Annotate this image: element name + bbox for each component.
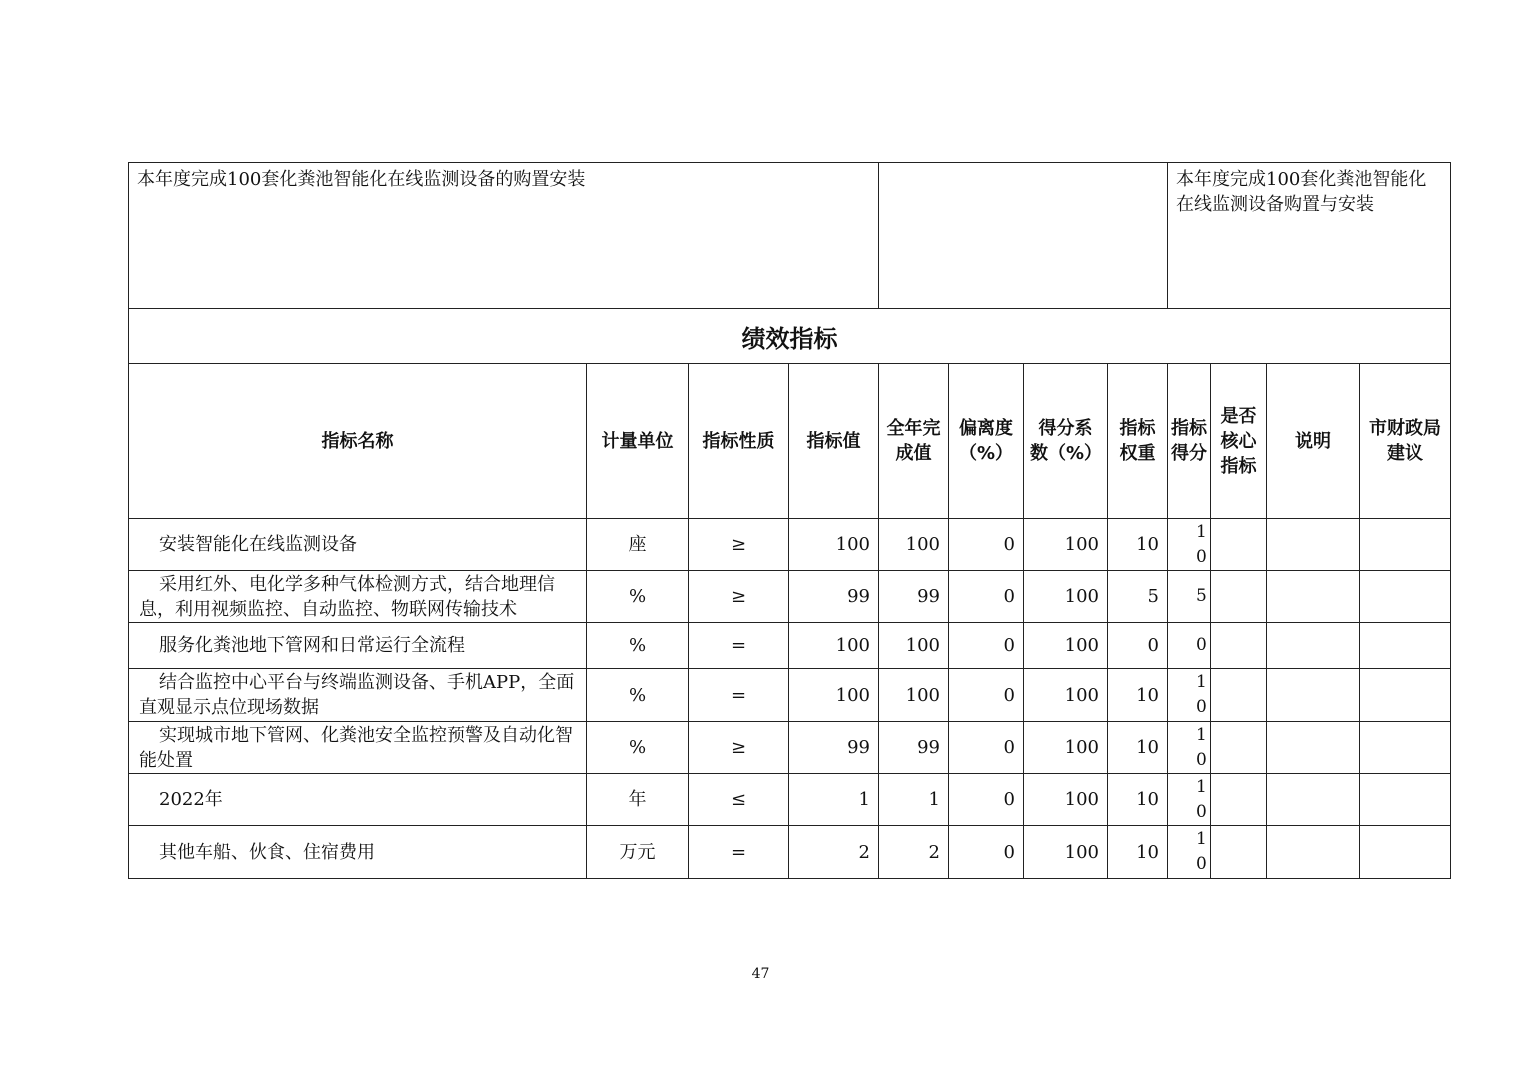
section-title: 绩效指标	[129, 309, 1451, 364]
annual-value-cell: 100	[879, 623, 949, 669]
unit-cell: %	[587, 669, 689, 722]
header-score: 指标得分	[1168, 364, 1211, 519]
core-indicator-cell	[1211, 519, 1267, 571]
weight-cell: 10	[1108, 669, 1168, 722]
indicator-name-text: 2022年	[159, 789, 223, 810]
target-value-cell: 100	[789, 623, 879, 669]
goal-row	[129, 163, 1451, 309]
score-cell	[1168, 669, 1211, 722]
section-title-row	[129, 309, 1451, 364]
indicator-name-cell	[129, 774, 587, 826]
score-value: 10	[1196, 724, 1207, 770]
goal-table	[128, 162, 1451, 309]
unit-cell: %	[587, 571, 689, 623]
bureau-suggestion-cell	[1360, 774, 1451, 826]
bureau-suggestion-cell	[1360, 519, 1451, 571]
header-indicator-name: 指标名称	[129, 364, 587, 519]
note-cell	[1267, 571, 1360, 623]
bureau-suggestion-cell	[1360, 826, 1451, 879]
bureau-suggestion-cell	[1360, 669, 1451, 722]
score-cell	[1168, 722, 1211, 774]
score-value: 10	[1196, 829, 1207, 874]
header-note: 说明	[1267, 364, 1360, 519]
deviation-cell: 0	[949, 722, 1024, 774]
weight-cell: 10	[1108, 826, 1168, 879]
annual-value-cell: 99	[879, 571, 949, 623]
core-indicator-cell	[1211, 623, 1267, 669]
nature-cell: ≤	[689, 774, 789, 826]
note-cell	[1267, 623, 1360, 669]
header-row	[129, 364, 1451, 519]
indicator-name-text: 服务化粪池地下管网和日常运行全流程	[159, 635, 465, 656]
table-row	[129, 623, 1451, 669]
target-value-cell: 99	[789, 571, 879, 623]
score-value: 10	[1196, 521, 1207, 567]
nature-cell: =	[689, 623, 789, 669]
nature-cell: ≥	[689, 571, 789, 623]
note-cell	[1267, 826, 1360, 879]
deviation-cell: 0	[949, 826, 1024, 879]
table-row	[129, 826, 1451, 879]
core-indicator-cell	[1211, 571, 1267, 623]
indicator-name-cell	[129, 826, 587, 879]
core-indicator-cell	[1211, 669, 1267, 722]
table-row	[129, 722, 1451, 774]
annual-value-cell: 99	[879, 722, 949, 774]
core-indicator-cell	[1211, 722, 1267, 774]
header-score-coefficient: 得分系数（%）	[1024, 364, 1108, 519]
deviation-cell: 0	[949, 669, 1024, 722]
deviation-cell: 0	[949, 571, 1024, 623]
score-coefficient-cell: 100	[1024, 774, 1108, 826]
header-unit: 计量单位	[587, 364, 689, 519]
goal-left-cell: 本年度完成100套化粪池智能化在线监测设备的购置安装	[129, 163, 879, 309]
indicator-name-cell	[129, 623, 587, 669]
table-row	[129, 571, 1451, 623]
page-number: 47	[751, 966, 770, 982]
weight-cell: 10	[1108, 774, 1168, 826]
indicator-name-cell	[129, 722, 587, 774]
header-annual-value: 全年完成值	[879, 364, 949, 519]
score-value: 0	[1196, 635, 1207, 655]
unit-cell: 年	[587, 774, 689, 826]
bureau-suggestion-cell	[1360, 722, 1451, 774]
deviation-cell: 0	[949, 623, 1024, 669]
unit-cell: 万元	[587, 826, 689, 879]
score-value: 10	[1196, 776, 1207, 822]
annual-value-cell: 100	[879, 669, 949, 722]
score-coefficient-cell: 100	[1024, 571, 1108, 623]
unit-cell: %	[587, 722, 689, 774]
score-coefficient-cell: 100	[1024, 623, 1108, 669]
score-value: 5	[1196, 586, 1207, 606]
annual-value-cell: 2	[879, 826, 949, 879]
deviation-cell: 0	[949, 774, 1024, 826]
indicator-name-text: 实现城市地下管网、化粪池安全监控预警及自动化智能处置	[139, 724, 573, 771]
indicator-name-text: 安装智能化在线监测设备	[159, 534, 357, 555]
indicator-name-text: 其他车船、伙食、住宿费用	[159, 841, 375, 863]
nature-cell: =	[689, 826, 789, 879]
score-value: 10	[1196, 672, 1207, 717]
goal-right-cell: 本年度完成100套化粪池智能化在线监测设备购置与安装	[1168, 163, 1451, 309]
table-row	[129, 519, 1451, 571]
header-deviation: 偏离度（%）	[949, 364, 1024, 519]
bureau-suggestion-cell	[1360, 571, 1451, 623]
goal-middle-cell	[879, 163, 1168, 309]
indicator-name-cell	[129, 571, 587, 623]
performance-table	[128, 308, 1451, 879]
weight-cell: 10	[1108, 722, 1168, 774]
annual-value-cell: 1	[879, 774, 949, 826]
note-cell	[1267, 722, 1360, 774]
deviation-cell: 0	[949, 519, 1024, 571]
target-value-cell: 100	[789, 519, 879, 571]
score-coefficient-cell: 100	[1024, 669, 1108, 722]
table-row	[129, 669, 1451, 722]
score-coefficient-cell: 100	[1024, 722, 1108, 774]
indicator-name-text: 结合监控中心平台与终端监测设备、手机APP，全面直观显示点位现场数据	[139, 672, 575, 718]
score-coefficient-cell: 100	[1024, 519, 1108, 571]
score-cell	[1168, 774, 1211, 826]
weight-cell: 0	[1108, 623, 1168, 669]
note-cell	[1267, 519, 1360, 571]
nature-cell: ≥	[689, 722, 789, 774]
score-cell	[1168, 571, 1211, 623]
score-cell	[1168, 623, 1211, 669]
nature-cell: =	[689, 669, 789, 722]
weight-cell: 5	[1108, 571, 1168, 623]
score-cell	[1168, 826, 1211, 879]
target-value-cell: 100	[789, 669, 879, 722]
unit-cell: %	[587, 623, 689, 669]
header-core-indicator: 是否核心指标	[1211, 364, 1267, 519]
nature-cell: ≥	[689, 519, 789, 571]
target-value-cell: 99	[789, 722, 879, 774]
header-nature: 指标性质	[689, 364, 789, 519]
target-value-cell: 1	[789, 774, 879, 826]
note-cell	[1267, 669, 1360, 722]
indicator-name-cell	[129, 669, 587, 722]
header-weight: 指标权重	[1108, 364, 1168, 519]
core-indicator-cell	[1211, 826, 1267, 879]
score-cell	[1168, 519, 1211, 571]
note-cell	[1267, 774, 1360, 826]
target-value-cell: 2	[789, 826, 879, 879]
indicator-name-text: 采用红外、电化学多种气体检测方式，结合地理信息，利用视频监控、自动监控、物联网传输技术	[139, 573, 555, 620]
header-target-value: 指标值	[789, 364, 879, 519]
header-bureau-suggestion: 市财政局建议	[1360, 364, 1451, 519]
indicator-name-cell	[129, 519, 587, 571]
unit-cell: 座	[587, 519, 689, 571]
performance-rows	[129, 519, 1451, 879]
table-row	[129, 774, 1451, 826]
bureau-suggestion-cell	[1360, 623, 1451, 669]
weight-cell: 10	[1108, 519, 1168, 571]
score-coefficient-cell: 100	[1024, 826, 1108, 879]
core-indicator-cell	[1211, 774, 1267, 826]
annual-value-cell: 100	[879, 519, 949, 571]
